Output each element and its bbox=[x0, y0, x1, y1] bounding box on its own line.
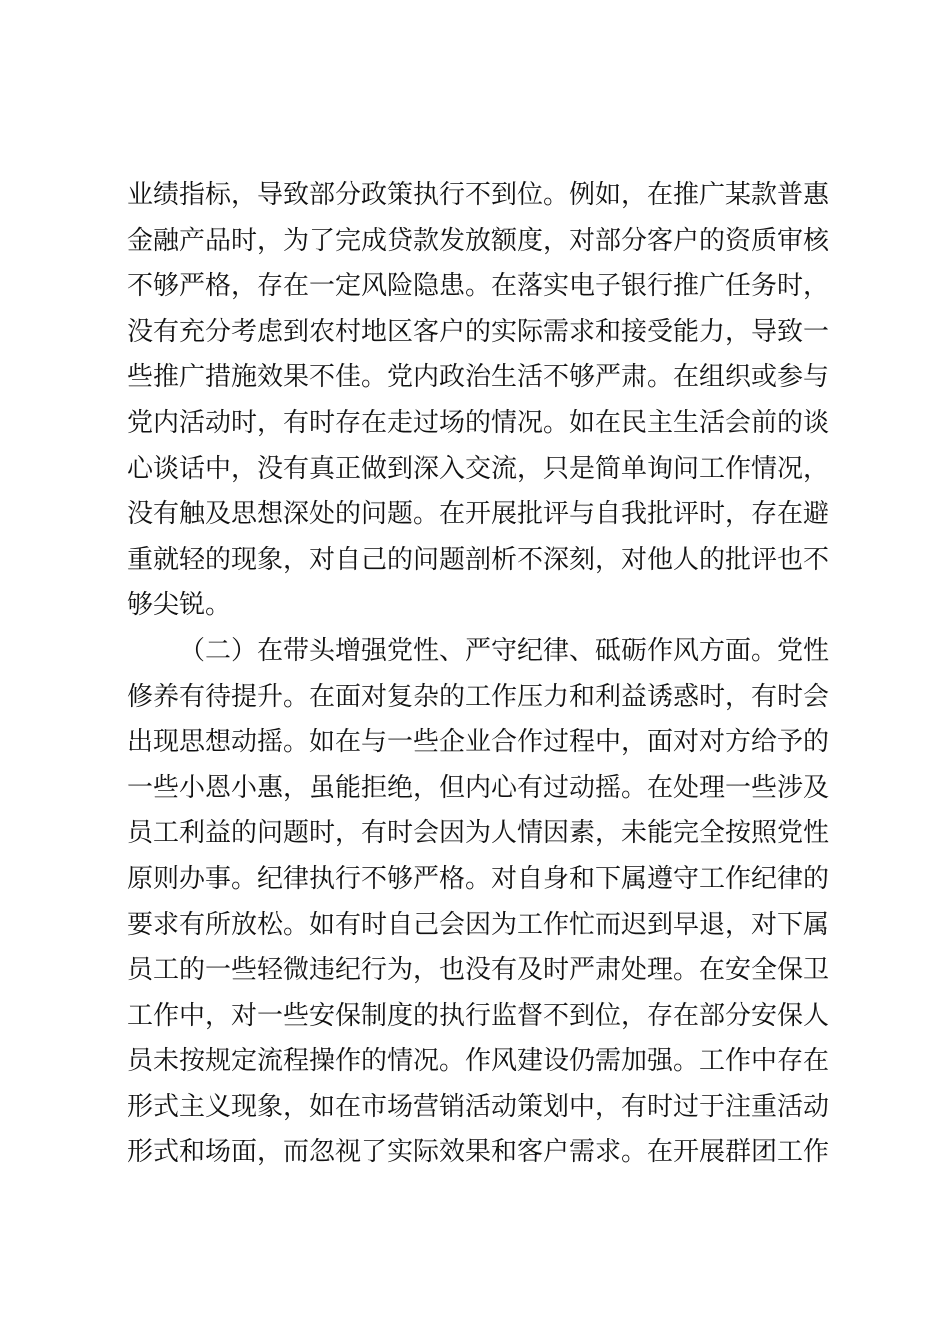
text-line: 重就轻的现象，对自己的问题剖析不深刻，对他人的批评也不 bbox=[127, 544, 830, 575]
text-line: 员未按规定流程操作的情况。作风建设仍需加强。工作中存在 bbox=[127, 1046, 830, 1077]
text-line: 员工的一些轻微违纪行为，也没有及时严肃处理。在安全保卫 bbox=[127, 955, 830, 986]
text-line: 不够严格，存在一定风险隐患。在落实电子银行推广任务时， bbox=[127, 271, 830, 302]
text-line: 金融产品时，为了完成贷款发放额度，对部分客户的资质审核 bbox=[127, 225, 830, 256]
text-line: 党内活动时，有时存在走过场的情况。如在民主生活会前的谈 bbox=[127, 407, 830, 438]
document-body bbox=[127, 173, 830, 1176]
text-line: 形式和场面，而忽视了实际效果和客户需求。在开展群团工作 bbox=[127, 1137, 830, 1168]
text-line: 员工利益的问题时，有时会因为人情因素，未能完全按照党性 bbox=[127, 818, 830, 849]
text-line: 形式主义现象，如在市场营销活动策划中，有时过于注重活动 bbox=[127, 1091, 830, 1122]
text-line: 出现思想动摇。如在与一些企业合作过程中，面对对方给予的 bbox=[127, 727, 830, 758]
text-line-heading: （二）在带头增强党性、严守纪律、砥砺作风方面。党性 bbox=[179, 635, 830, 666]
text-line: 没有充分考虑到农村地区客户的实际需求和接受能力，导致一 bbox=[127, 316, 830, 347]
text-line: 一些小恩小惠，虽能拒绝，但内心有过动摇。在处理一些涉及 bbox=[127, 772, 830, 803]
text-line: 要求有所放松。如有时自己会因为工作忙而迟到早退，对下属 bbox=[127, 909, 830, 940]
text-line: 原则办事。纪律执行不够严格。对自身和下属遵守工作纪律的 bbox=[127, 863, 830, 894]
paragraph-2 bbox=[127, 629, 830, 1176]
text-line: 够尖锐。 bbox=[127, 590, 232, 621]
text-line: 没有触及思想深处的问题。在开展批评与自我批评时，存在避 bbox=[127, 499, 830, 530]
text-line: 些推广措施效果不佳。党内政治生活不够严肃。在组织或参与 bbox=[127, 362, 830, 393]
text-line: 工作中，对一些安保制度的执行监督不到位，存在部分安保人 bbox=[127, 1000, 830, 1031]
text-line: 修养有待提升。在面对复杂的工作压力和利益诱惑时，有时会 bbox=[127, 681, 830, 712]
paragraph-1 bbox=[127, 173, 830, 629]
text-line: 业绩指标，导致部分政策执行不到位。例如，在推广某款普惠 bbox=[127, 180, 830, 210]
text-line: 心谈话中，没有真正做到深入交流，只是简单询问工作情况， bbox=[127, 453, 830, 484]
